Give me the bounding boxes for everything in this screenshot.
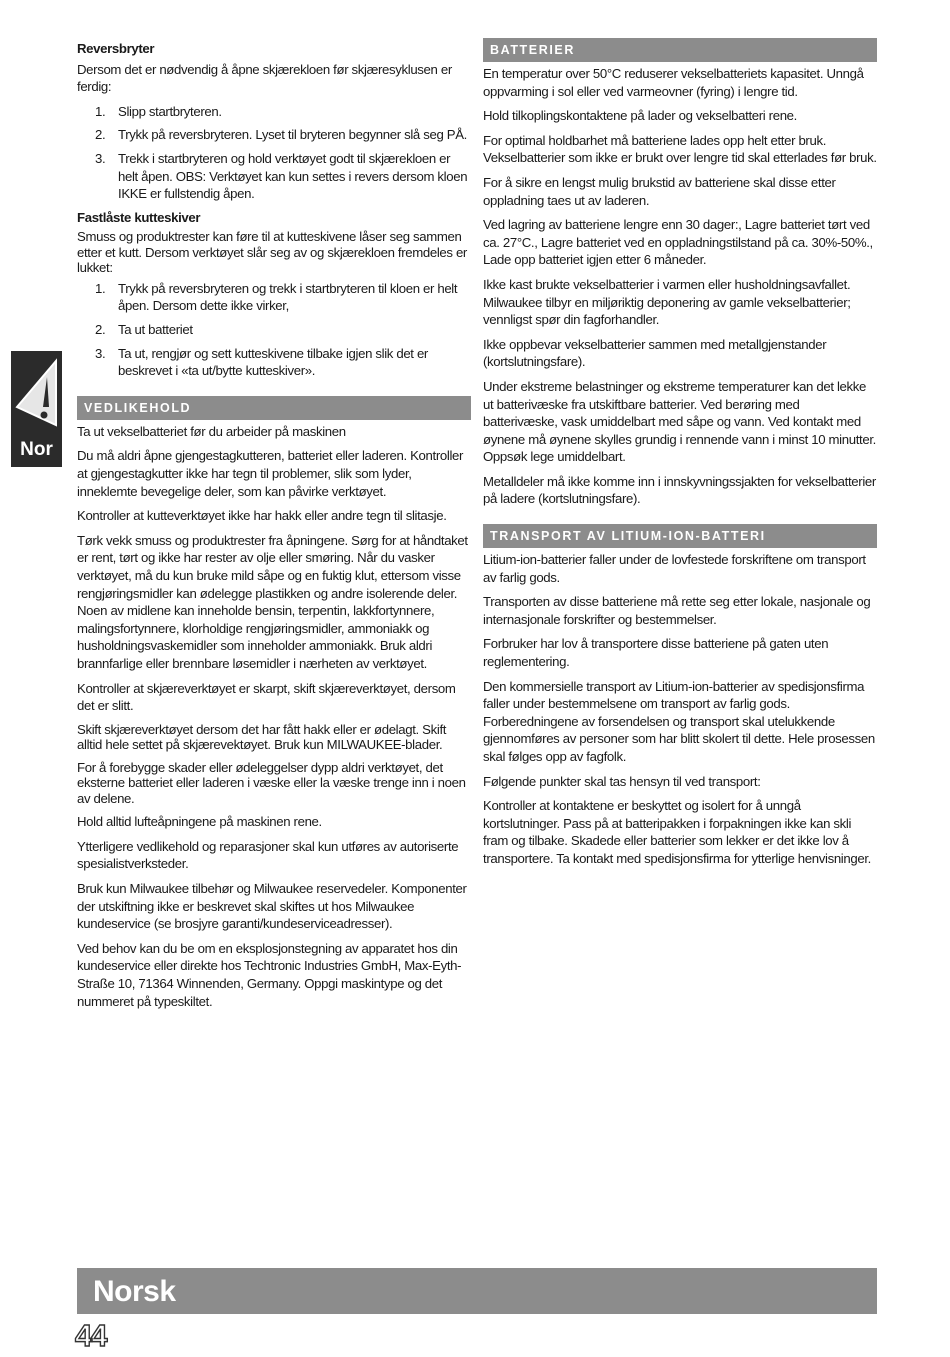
paragraph: Transporten av disse batteriene må rette seg etter lokale, nasjonale og internasjonale forskrifter og bestemmelser. <box>483 594 871 627</box>
paragraph: Ved behov kan du be om en eksplosjonstegning av apparatet hos din kundeservice eller direkte hos Techtronic Industries GmbH, Max-Eyth-Straße 10, 71364 Winnenden, Germany. Oppgi maskintype og det nummeret på typeskiltet. <box>77 940 462 1009</box>
language-label: Nor <box>11 432 62 467</box>
paragraph: For å sikre en lengst mulig brukstid av batteriene skal disse etter oppladning taes ut av laderen. <box>483 174 836 208</box>
list-item: 2. Ta ut batteriet <box>95 322 193 338</box>
reverse-switch-steps <box>77 103 471 203</box>
paragraph: Ta ut vekselbatteriet før du arbeider på maskinen <box>77 423 346 439</box>
locked-blades-steps <box>77 280 471 380</box>
paragraph: Kontroller at skjæreverktøyet er skarpt, skift skjæreverktøyet, dersom det er slitt. <box>77 680 456 714</box>
paragraph: Bruk kun Milwaukee tilbehør og Milwaukee reservedeler. Komponenter der utskiftning ikke er beskrevet skal skiftes ut hos Milwaukee kundeservice (se brosjyre garanti/kundeserviceadresser). <box>77 881 467 932</box>
warning-panel <box>11 351 62 432</box>
left-column <box>77 40 471 1017</box>
paragraph: Skift skjæreverktøyet dersom det har fått hakk eller er ødelagt. Skift alltid hele settet på skjærevektøyet. Bruk kun MILWAUKEE-blader. <box>77 721 447 753</box>
paragraph: Du må aldri åpne gjengestagkutteren, batteriet eller laderen. Kontroller at gjengestagkutter ikke har tegn til problemer, slik som lyder, inneklemte bevegelige deler, som kan påvirke verktøyet. <box>77 448 464 499</box>
list-item: 3. Trekk i startbryteren og hold verktøyet godt til skjærekloen er helt åpen. OBS: Verktøyet kan kun settes i revers dersom kloen IKKE er fullstendig åpen. <box>95 150 468 202</box>
list-item: 1. Trykk på reversbryteren og trekk i startbryteren til kloen er helt åpen. Dersom dette ikke virker, <box>95 280 458 314</box>
paragraph: Følgende punkter skal tas hensyn til ved transport: <box>483 773 761 789</box>
paragraph: En temperatur over 50°C reduserer vekselbatteriets kapasitet. Unngå oppvarming i sol eller ved varmeovner (fyring) i lengre tid. <box>483 66 864 99</box>
paragraph: Forbruker har lov å transportere disse batteriene på gaten uten reglementering. <box>483 636 829 670</box>
paragraph: Den kommersielle transport av Litium-ion-batterier av spedisjonsfirma faller under bestemmelsene om transport av farlig gods. Forberedningene av forsendelsen og transport skal utelukkende gjennomføres av personer som har blitt skolert til dette. Hele prosessen skal følges opp av fagfolk. <box>483 678 875 764</box>
paragraph: Ytterligere vedlikehold og reparasjoner skal kun utføres av autoriserte spesialistverksteder. <box>77 838 459 872</box>
paragraph: Kontroller at kutteverktøyet ikke har hakk eller andre tegn til slitasje. <box>77 508 447 524</box>
paragraph: For å forebygge skader eller ødeleggelser dypp aldri verktøyet, det eksterne batteriet eller laderen i væske eller la væske trenge inn i noen av delene. <box>77 759 466 806</box>
page-number: 44 <box>75 1318 106 1353</box>
warning-icon <box>11 351 62 432</box>
paragraph: Hold tilkoplingskontaktene på lader og vekselbatteri rene. <box>483 108 797 124</box>
maintenance-heading: VEDLIKEHOLD <box>77 396 471 420</box>
paragraph: Hold alltid lufteåpningene på maskinen rene. <box>77 814 322 830</box>
paragraph: Tørk vekk smuss og produktrester fra åpningene. Sørg for at håndtaket er rent, tørt og ikke har rester av olje eller smøring. Når du vasker verktøyet, må du kun bruke mild såpe og en fuktig klut, ettersom visse rengjøringsmidler kan ødelegge plastikken og andre isolerende deler. Noen av midlene kan inneholde bensin, terpentin, lakkfortynnere, malingsfortynnere, klorholdige rengjøringsmidler, ammoniakk og husholdningsvaskemidler som inneholder ammoniakk. Bruk aldri brannfarlige eller brennbare løsemidler i nærheten av verktøyet. <box>77 532 468 671</box>
right-column <box>483 40 877 875</box>
paragraph: For optimal holdbarhet må batteriene lades opp helt etter bruk. Vekselbatterier som ikke er brukt over lengre tid skal etterlades før bruk. <box>483 132 877 166</box>
paragraph: Under ekstreme belastninger og ekstreme temperaturer kan det lekke ut batterivæske fra utskiftbare batterier. Ved berøring med batterivæske, vask umiddelbart med såpe og vann. Ved kontakt med øynene må øynene skylles grundig i rennende vann i minst 10 minutter. Oppsøk lege umiddelbart. <box>483 378 876 465</box>
paragraph: Ved lagring av batteriene lengre enn 30 dager:, Lagre batteriet tørt ved ca. 27°C., Lagre batteriet ved en oppladningstilstand på ca. 30%-50%., Lade opp batteriet igjen etter 6 måneder. <box>483 217 873 268</box>
reverse-switch-title: Reversbryter <box>77 41 155 56</box>
paragraph: Kontroller at kontaktene er beskyttet og isolert for å unngå kortslutninger. Pass på at batteripakken i forpakningen ikke kan skli fram og tilbake. Skadede eller batterier som lekker er det ikke lov å transportere. Ta kontakt med spedisjonsfirma for ytterlige henvisninger. <box>483 798 871 866</box>
paragraph: Litium-ion-batterier faller under de lovfestede forskriftene om transport av farlig gods. <box>483 552 866 585</box>
reverse-switch-intro: Dersom det er nødvendig å åpne skjærekloen før skjæresyklusen er ferdig: <box>77 61 452 95</box>
batteries-heading: BATTERIER <box>483 38 877 62</box>
locked-blades-intro: Smuss og produktrester kan føre til at kutteskivene låser seg sammen etter et kutt. Dersom verktøyet slår seg av og skjærekloen fremdeles er lukket: <box>77 229 467 276</box>
language-tab <box>11 351 62 467</box>
footer-language-bar: Norsk <box>77 1268 877 1314</box>
paragraph: Ikke kast brukte vekselbatterier i varmen eller husholdningsavfallet. Milwaukee tilbyr en miljøriktig deponering av gamle vekselbatterier; vennligst spør din fagforhandler. <box>483 276 851 328</box>
paragraph: Ikke oppbevar vekselbatterier sammen med metallgjenstander (kortslutningsfare). <box>483 336 827 370</box>
list-item: 1. Slipp startbryteren. <box>95 103 222 119</box>
paragraph: Metalldeler må ikke komme inn i innskyvningssjakten for vekselbatterier på ladere (kortslutningsfare). <box>483 473 876 507</box>
transport-heading: TRANSPORT AV LITIUM-ION-BATTERI <box>483 524 877 548</box>
list-item: 2. Trykk på reversbryteren. Lyset til bryteren begynner slå seg PÅ. <box>95 127 467 143</box>
locked-blades-title: Fastlåste kutteskiver <box>77 209 201 225</box>
list-item: 3. Ta ut, rengjør og sett kutteskivene tilbake igjen slik det er beskrevet i «ta ut/bytte kutteskiver». <box>95 345 428 379</box>
